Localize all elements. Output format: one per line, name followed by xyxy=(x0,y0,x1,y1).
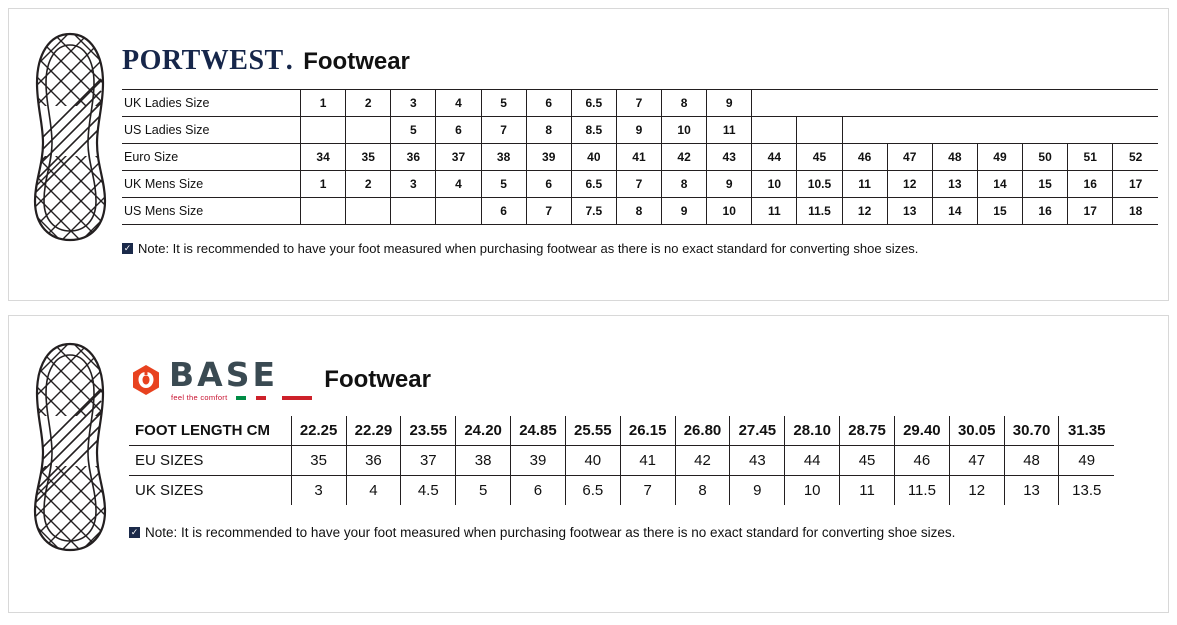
table-cell: 4 xyxy=(436,90,481,117)
base-content xyxy=(129,355,1129,540)
table-cell xyxy=(977,117,1022,144)
table-cell: 26.15 xyxy=(620,416,675,446)
table-cell xyxy=(301,117,346,144)
table-cell: 12 xyxy=(842,198,887,225)
table-cell: 34 xyxy=(301,144,346,171)
portwest-logo-text: PORTWEST xyxy=(122,45,284,76)
table-row xyxy=(122,171,1158,198)
table-cell: 7 xyxy=(481,117,526,144)
table-cell: 47 xyxy=(949,446,1004,476)
table-cell: 38 xyxy=(481,144,526,171)
table-cell xyxy=(842,90,887,117)
table-cell: 6.5 xyxy=(571,90,616,117)
table-cell: 11.5 xyxy=(797,198,842,225)
base-tagline-text: feel the comfort xyxy=(171,393,228,402)
table-cell: 28.10 xyxy=(785,416,840,446)
base-logo-text: BASE xyxy=(169,355,279,394)
table-cell: 45 xyxy=(797,144,842,171)
table-cell xyxy=(842,117,887,144)
portwest-note xyxy=(122,241,1158,256)
table-cell xyxy=(1023,90,1068,117)
table-cell: 44 xyxy=(785,446,840,476)
row-label: US Mens Size xyxy=(122,198,301,225)
table-cell: 17 xyxy=(1113,171,1158,198)
table-cell: 9 xyxy=(730,476,785,506)
table-cell: 48 xyxy=(932,144,977,171)
table-cell: 49 xyxy=(977,144,1022,171)
table-cell: 13 xyxy=(1004,476,1059,506)
table-cell: 11 xyxy=(752,198,797,225)
table-cell: 6.5 xyxy=(571,171,616,198)
table-cell: 3 xyxy=(391,90,436,117)
table-cell: 43 xyxy=(707,144,752,171)
table-cell: 24.20 xyxy=(456,416,511,446)
table-cell xyxy=(301,198,346,225)
row-label: UK Mens Size xyxy=(122,171,301,198)
portwest-logo-dot: . xyxy=(285,45,294,76)
table-cell: 35 xyxy=(291,446,346,476)
table-cell: 41 xyxy=(620,446,675,476)
row-label: UK SIZES xyxy=(129,476,291,506)
table-cell: 5 xyxy=(456,476,511,506)
table-cell: 29.40 xyxy=(894,416,949,446)
table-cell: 3 xyxy=(391,171,436,198)
table-row xyxy=(129,446,1114,476)
base-note xyxy=(129,525,1129,540)
table-cell: 17 xyxy=(1068,198,1113,225)
table-cell: 22.29 xyxy=(346,416,401,446)
table-cell: 5 xyxy=(481,171,526,198)
portwest-note-text: Note: It is recommended to have your foot measured when purchasing footwear as there is no exact standard for converting shoe sizes. xyxy=(138,241,919,256)
table-cell: 27.45 xyxy=(730,416,785,446)
table-cell xyxy=(797,117,842,144)
base-size-table xyxy=(129,416,1114,505)
table-cell: 42 xyxy=(675,446,730,476)
table-cell: 7 xyxy=(616,171,661,198)
table-cell: 11 xyxy=(840,476,895,506)
table-cell: 8 xyxy=(526,117,571,144)
flag-icon-2 xyxy=(282,396,312,400)
table-cell: 46 xyxy=(894,446,949,476)
table-cell: 14 xyxy=(932,198,977,225)
row-label: FOOT LENGTH CM xyxy=(129,416,291,446)
table-cell: 9 xyxy=(616,117,661,144)
table-cell: 48 xyxy=(1004,446,1059,476)
table-cell xyxy=(977,90,1022,117)
table-cell: 15 xyxy=(1023,171,1068,198)
table-cell: 23.55 xyxy=(401,416,456,446)
table-cell: 26.80 xyxy=(675,416,730,446)
table-cell: 39 xyxy=(511,446,566,476)
table-cell: 24.85 xyxy=(511,416,566,446)
table-cell xyxy=(887,90,932,117)
portwest-panel xyxy=(8,8,1169,301)
table-cell: 10 xyxy=(752,171,797,198)
table-cell: 9 xyxy=(707,171,752,198)
table-cell: 14 xyxy=(977,171,1022,198)
table-cell: 1 xyxy=(301,90,346,117)
table-cell: 5 xyxy=(481,90,526,117)
table-cell: 11 xyxy=(842,171,887,198)
table-row xyxy=(122,144,1158,171)
table-cell: 11.5 xyxy=(894,476,949,506)
table-cell: 4 xyxy=(436,171,481,198)
table-cell xyxy=(1023,117,1068,144)
table-row xyxy=(122,117,1158,144)
row-label: Euro Size xyxy=(122,144,301,171)
table-cell: 50 xyxy=(1023,144,1068,171)
table-cell: 13 xyxy=(887,198,932,225)
table-cell xyxy=(391,198,436,225)
check-icon: ✓ xyxy=(130,527,139,537)
table-cell: 35 xyxy=(346,144,391,171)
table-cell: 42 xyxy=(662,144,707,171)
table-cell: 37 xyxy=(436,144,481,171)
table-row xyxy=(129,416,1114,446)
table-cell: 10 xyxy=(785,476,840,506)
table-cell: 37 xyxy=(401,446,456,476)
table-cell xyxy=(1113,117,1158,144)
table-cell: 11 xyxy=(707,117,752,144)
table-cell: 12 xyxy=(887,171,932,198)
table-row xyxy=(122,90,1158,117)
shoe-sole-icon xyxy=(31,341,109,553)
table-cell: 36 xyxy=(391,144,436,171)
table-cell: 7 xyxy=(526,198,571,225)
row-label: EU SIZES xyxy=(129,446,291,476)
table-cell: 7.5 xyxy=(571,198,616,225)
table-cell: 2 xyxy=(346,171,391,198)
portwest-size-table xyxy=(122,89,1158,225)
table-cell: 7 xyxy=(616,90,661,117)
italy-flag-icon xyxy=(236,396,266,400)
table-cell: 40 xyxy=(571,144,616,171)
base-tagline xyxy=(169,393,312,402)
table-cell: 12 xyxy=(949,476,1004,506)
table-cell: 13 xyxy=(932,171,977,198)
table-cell: 10 xyxy=(662,117,707,144)
table-cell xyxy=(752,117,797,144)
table-cell: 2 xyxy=(346,90,391,117)
table-row xyxy=(122,198,1158,225)
table-cell xyxy=(1068,90,1113,117)
table-cell: 47 xyxy=(887,144,932,171)
table-row xyxy=(129,476,1114,506)
table-cell: 30.05 xyxy=(949,416,1004,446)
table-cell xyxy=(1068,117,1113,144)
table-cell: 8 xyxy=(616,198,661,225)
check-icon: ✓ xyxy=(123,243,132,253)
table-cell: 6 xyxy=(511,476,566,506)
table-cell: 25.55 xyxy=(565,416,620,446)
table-cell: 4.5 xyxy=(401,476,456,506)
table-cell: 10 xyxy=(707,198,752,225)
table-cell: 43 xyxy=(730,446,785,476)
table-cell: 5 xyxy=(391,117,436,144)
table-cell xyxy=(932,90,977,117)
table-cell: 6 xyxy=(526,90,571,117)
table-cell: 31.35 xyxy=(1059,416,1114,446)
base-header xyxy=(129,355,1129,402)
table-cell: 6 xyxy=(526,171,571,198)
table-cell: 6.5 xyxy=(565,476,620,506)
table-cell xyxy=(797,90,842,117)
table-cell: 52 xyxy=(1113,144,1158,171)
base-logo xyxy=(129,355,312,402)
row-label: UK Ladies Size xyxy=(122,90,301,117)
table-cell: 51 xyxy=(1068,144,1113,171)
table-cell: 15 xyxy=(977,198,1022,225)
table-cell xyxy=(887,117,932,144)
table-cell: 9 xyxy=(707,90,752,117)
table-cell: 1 xyxy=(301,171,346,198)
table-cell xyxy=(346,198,391,225)
table-cell: 8 xyxy=(662,171,707,198)
table-cell: 22.25 xyxy=(291,416,346,446)
table-cell: 13.5 xyxy=(1059,476,1114,506)
table-cell: 6 xyxy=(436,117,481,144)
shoe-sole-icon xyxy=(31,31,109,243)
table-cell: 38 xyxy=(456,446,511,476)
table-cell: 3 xyxy=(291,476,346,506)
table-cell xyxy=(932,117,977,144)
table-cell: 8 xyxy=(662,90,707,117)
row-label: US Ladies Size xyxy=(122,117,301,144)
table-cell: 4 xyxy=(346,476,401,506)
base-note-text: Note: It is recommended to have your foot measured when purchasing footwear as there is no exact standard for converting shoe sizes. xyxy=(145,525,956,540)
table-cell: 10.5 xyxy=(797,171,842,198)
table-cell: 39 xyxy=(526,144,571,171)
table-cell: 9 xyxy=(662,198,707,225)
table-cell xyxy=(752,90,797,117)
portwest-header xyxy=(122,45,1158,77)
table-cell: 7 xyxy=(620,476,675,506)
base-panel xyxy=(8,315,1169,613)
table-cell: 46 xyxy=(842,144,887,171)
table-cell: 6 xyxy=(481,198,526,225)
table-cell: 44 xyxy=(752,144,797,171)
table-cell: 28.75 xyxy=(840,416,895,446)
table-cell: 16 xyxy=(1068,171,1113,198)
base-section-title: Footwear xyxy=(324,366,431,393)
table-cell: 30.70 xyxy=(1004,416,1059,446)
table-cell xyxy=(346,117,391,144)
portwest-section-title: Footwear xyxy=(303,48,410,75)
table-cell xyxy=(1113,90,1158,117)
portwest-content xyxy=(122,45,1158,256)
table-cell: 41 xyxy=(616,144,661,171)
table-cell: 40 xyxy=(565,446,620,476)
base-hexagon-icon xyxy=(129,363,163,397)
table-cell: 49 xyxy=(1059,446,1114,476)
table-cell: 8.5 xyxy=(571,117,616,144)
table-cell: 16 xyxy=(1023,198,1068,225)
table-cell xyxy=(436,198,481,225)
table-cell: 8 xyxy=(675,476,730,506)
table-cell: 45 xyxy=(840,446,895,476)
table-cell: 18 xyxy=(1113,198,1158,225)
table-cell: 36 xyxy=(346,446,401,476)
